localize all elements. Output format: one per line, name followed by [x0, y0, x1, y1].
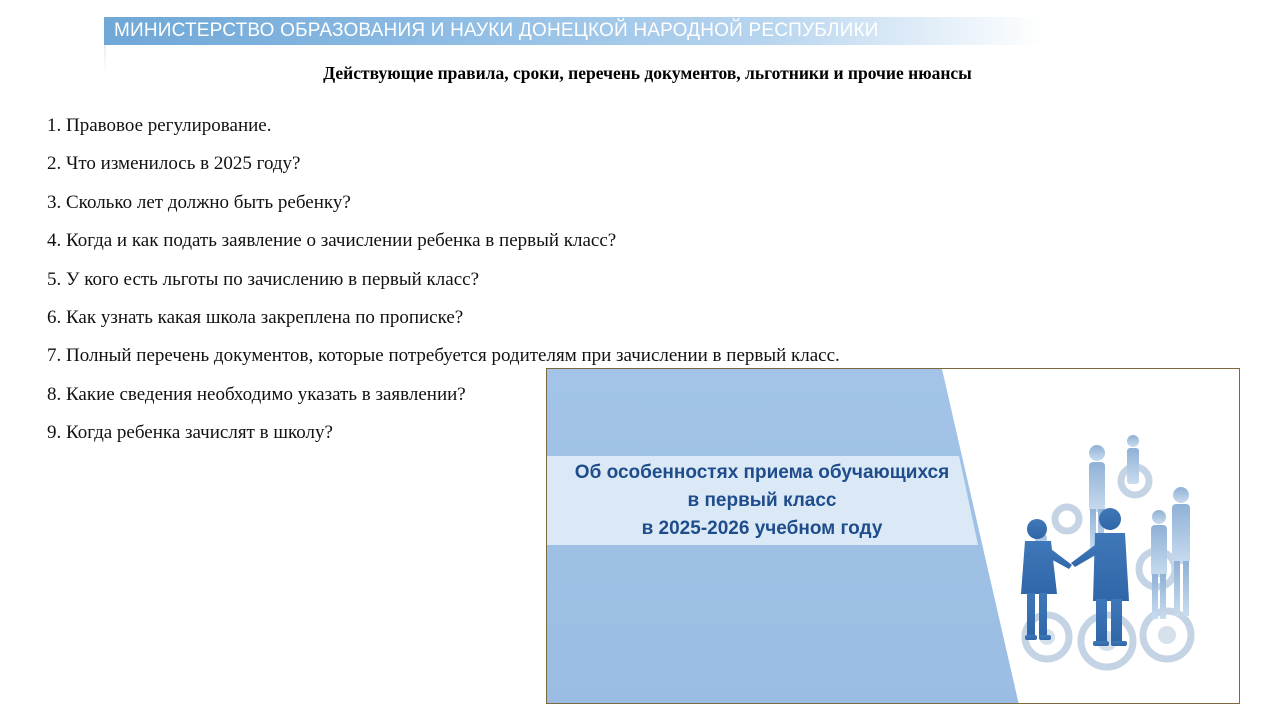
illustration-caption	[547, 459, 977, 543]
list-item: 2. Что изменилось в 2025 году?	[47, 153, 301, 175]
list-item: 5. У кого есть льготы по зачислению в первый класс?	[47, 268, 479, 290]
list-item: 7. Полный перечень документов, которые потребуется родителям при зачислении в первый класс.	[47, 345, 840, 367]
caption-line: в первый класс	[687, 490, 837, 511]
list-item: 1. Правовое регулирование.	[47, 115, 272, 136]
admission-illustration	[546, 368, 1240, 704]
document-heading: Действующие правила, сроки, перечень документов, льготники и прочие нюансы	[323, 63, 972, 83]
ministry-title: МИНИСТЕРСТВО ОБРАЗОВАНИЯ И НАУКИ ДОНЕЦКОЙ НАРОДНОЙ РЕСПУБЛИКИ	[114, 20, 879, 41]
list-item: 4. Когда и как подать заявление о зачислении ребенка в первый класс?	[47, 230, 617, 252]
list-item: 3. Сколько лет должно быть ребенку?	[47, 191, 351, 213]
caption-line: Об особенностях приема обучающихся	[574, 462, 950, 483]
list-item: 8. Какие сведения необходимо указать в заявлении?	[47, 383, 466, 405]
list-item: 9. Когда ребенка зачислят в школу?	[47, 422, 333, 444]
gear-teeth-icon	[1039, 626, 1176, 651]
ministry-banner	[104, 17, 1044, 45]
caption-line: в 2025-2026 учебном году	[641, 518, 883, 539]
list-item: 6. Как узнать какая школа закреплена по прописке?	[47, 307, 464, 329]
